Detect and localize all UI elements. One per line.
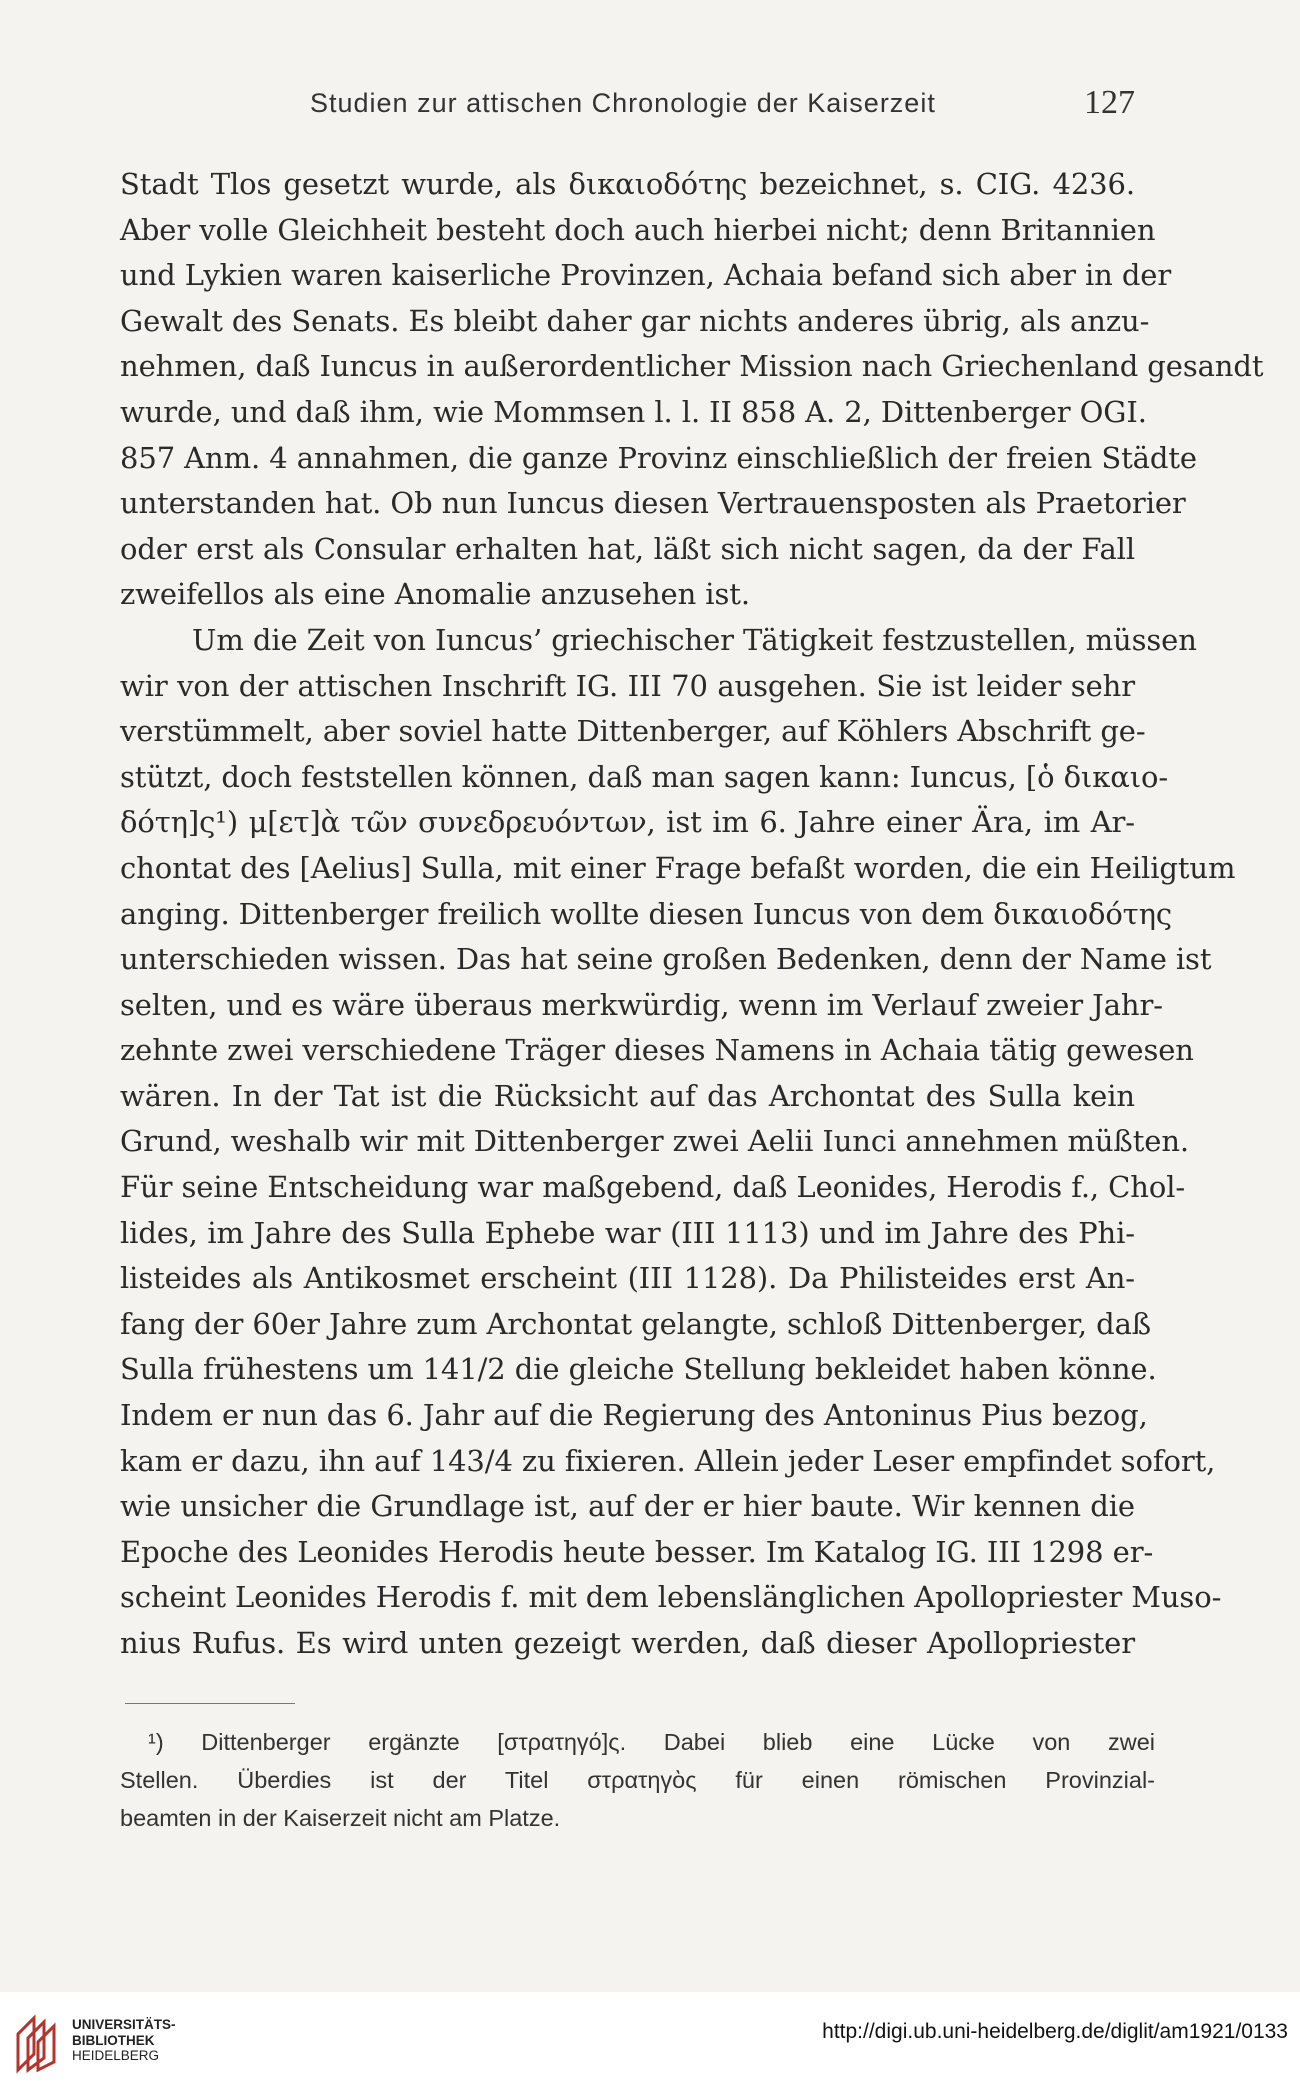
text-line: fang der 60er Jahre zum Archontat gelangte, schloß Dittenberger, daß <box>120 1306 1152 1341</box>
footnote-line: Stellen. Überdies ist der Titel στρατηγὸς für einen römischen Provinzial- <box>120 1767 1155 1793</box>
running-head <box>120 84 1135 132</box>
text-line: anging. Dittenberger freilich wollte diesen Iuncus von dem δικαιοδότης <box>120 896 1173 931</box>
text-line: Für seine Entscheidung war maßgebend, daß Leonides, Herodis f., Chol- <box>120 1170 1186 1205</box>
text-line: verstümmelt, aber soviel hatte Dittenberger, auf Köhlers Abschrift ge- <box>120 714 1146 749</box>
text-line: wurde, und daß ihm, wie Mommsen l. l. II 858 A. 2, Dittenberger OGI. <box>120 394 1147 429</box>
text-line: 857 Anm. 4 annahmen, die ganze Provinz einschließlich der freien Städte <box>120 440 1197 475</box>
text-line: nehmen, daß Iuncus in außerordentlicher Mission nach Griechenland gesandt <box>120 349 1264 384</box>
text-line: zweifellos als eine Anomalie anzusehen ist. <box>120 577 750 612</box>
text-line: Sulla frühestens um 141/2 die gleiche Stellung bekleidet haben könne. <box>120 1352 1157 1387</box>
library-name-line: UNIVERSITÄTS- <box>72 2017 176 2032</box>
university-library-logo-icon <box>14 2004 62 2076</box>
text-line: und Lykien waren kaiserliche Provinzen, Achaia befand sich aber in der <box>120 258 1172 293</box>
text-line: lides, im Jahre des Sulla Ephebe war (III 1113) und im Jahre des Phi- <box>120 1215 1135 1250</box>
running-title: Studien zur attischen Chronologie der Kaiserzeit <box>310 88 936 118</box>
source-url-link[interactable]: http://digi.ub.uni-heidelberg.de/diglit/am1921/0133 <box>822 2020 1288 2043</box>
footnotes <box>120 1723 1155 1837</box>
library-name <box>72 2017 176 2064</box>
text-line: chontat des [Aelius] Sulla, mit einer Frage befaßt worden, die ein Heiligtum <box>120 850 1236 885</box>
text-line: wie unsicher die Grundlage ist, auf der er hier baute. Wir kennen die <box>120 1489 1135 1524</box>
footnote-line: ¹) Dittenberger ergänzte [στρατηγό]ς. Dabei blieb eine Lücke von zwei <box>148 1729 1155 1755</box>
text-line: selten, und es wäre überaus merkwürdig, wenn im Verlauf zweier Jahr- <box>120 987 1163 1022</box>
text-line: zehnte zwei verschiedene Träger dieses Namens in Achaia tätig gewesen <box>120 1033 1194 1068</box>
text-line: oder erst als Consular erhalten hat, läßt sich nicht sagen, da der Fall <box>120 531 1135 566</box>
text-line: Stadt Tlos gesetzt wurde, als δικαιοδότης bezeichnet, s. CIG. 4236. <box>120 167 1135 201</box>
footnote-line: beamten in der Kaiserzeit nicht am Platze. <box>120 1805 561 1831</box>
library-name-line: BIBLIOTHEK <box>72 2032 155 2048</box>
digitization-footer <box>0 1992 1300 2096</box>
footnote-divider <box>125 1703 295 1704</box>
page-number: 127 <box>1084 84 1135 121</box>
text-line: scheint Leonides Herodis f. mit dem lebenslänglichen Apollopriester Muso- <box>120 1580 1222 1615</box>
text-line: Um die Zeit von Iuncus’ griechischer Tätigkeit festzustellen, müssen <box>192 622 1197 657</box>
text-line: wären. In der Tat ist die Rücksicht auf das Archontat des Sulla kein <box>120 1078 1135 1113</box>
text-line: Gewalt des Senats. Es bleibt daher gar nichts anderes übrig, als anzu- <box>120 303 1150 338</box>
text-line: δότη]ς¹) μ[ετ]ὰ τῶν συνεδρευόντων, ist im 6. Jahre einer Ära, im Ar- <box>120 805 1135 840</box>
body-text <box>120 162 1264 1667</box>
text-line: unterstanden hat. Ob nun Iuncus diesen Vertrauensposten als Praetorier <box>120 486 1186 521</box>
text-line: listeides als Antikosmet erscheint (III 1128). Da Philisteides erst An- <box>120 1261 1135 1296</box>
text-line: unterschieden wissen. Das hat seine großen Bedenken, denn der Name ist <box>120 942 1212 977</box>
text-line: Aber volle Gleichheit besteht doch auch hierbei nicht; denn Britannien <box>120 212 1156 247</box>
text-line: nius Rufus. Es wird unten gezeigt werden, daß dieser Apollopriester <box>120 1626 1135 1660</box>
text-line: Grund, weshalb wir mit Dittenberger zwei Aelii Iunci annehmen müßten. <box>120 1124 1190 1159</box>
text-line: wir von der attischen Inschrift IG. III 70 ausgehen. Sie ist leider sehr <box>120 668 1135 703</box>
text-line: kam er dazu, ihn auf 143/4 zu fixieren. Allein jeder Leser empfindet sofort, <box>120 1443 1216 1478</box>
library-name-line: HEIDELBERG <box>72 2048 160 2063</box>
text-line: Epoche des Leonides Herodis heute besser. Im Katalog IG. III 1298 er- <box>120 1534 1154 1569</box>
text-line: Indem er nun das 6. Jahr auf die Regierung des Antoninus Pius bezog, <box>120 1398 1148 1433</box>
text-line: stützt, doch feststellen können, daß man sagen kann: Iuncus, [ὁ δικαιο- <box>120 759 1169 794</box>
